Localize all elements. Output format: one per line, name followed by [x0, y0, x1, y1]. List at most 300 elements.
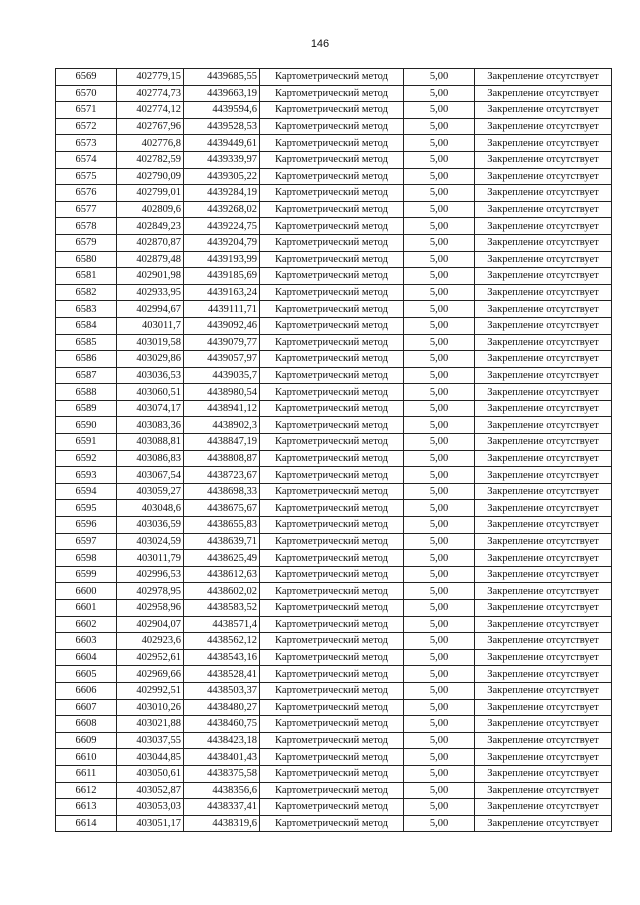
y-coordinate-cell: 4438460,75 — [184, 716, 260, 733]
accuracy-cell: 5,00 — [404, 583, 475, 600]
method-cell: Картометрический метод — [260, 434, 404, 451]
point-number-cell: 6594 — [56, 483, 117, 500]
fixation-cell: Закрепление отсутствует — [475, 135, 612, 152]
table-row — [56, 450, 612, 467]
fixation-cell: Закрепление отсутствует — [475, 633, 612, 650]
accuracy-cell: 5,00 — [404, 251, 475, 268]
fixation-cell: Закрепление отсутствует — [475, 400, 612, 417]
fixation-cell: Закрепление отсутствует — [475, 151, 612, 168]
accuracy-cell: 5,00 — [404, 434, 475, 451]
fixation-cell: Закрепление отсутствует — [475, 417, 612, 434]
fixation-cell: Закрепление отсутствует — [475, 69, 612, 86]
fixation-cell: Закрепление отсутствует — [475, 234, 612, 251]
accuracy-cell: 5,00 — [404, 716, 475, 733]
y-coordinate-cell: 4438319,6 — [184, 815, 260, 832]
accuracy-cell: 5,00 — [404, 69, 475, 86]
fixation-cell: Закрепление отсутствует — [475, 749, 612, 766]
fixation-cell: Закрепление отсутствует — [475, 517, 612, 534]
accuracy-cell: 5,00 — [404, 566, 475, 583]
accuracy-cell: 5,00 — [404, 367, 475, 384]
method-cell: Картометрический метод — [260, 351, 404, 368]
table-row — [56, 616, 612, 633]
y-coordinate-cell: 4438480,27 — [184, 699, 260, 716]
point-number-cell: 6605 — [56, 666, 117, 683]
table-row — [56, 434, 612, 451]
fixation-cell: Закрепление отсутствует — [475, 799, 612, 816]
x-coordinate-cell: 402992,51 — [117, 682, 184, 699]
point-number-cell: 6614 — [56, 815, 117, 832]
point-number-cell: 6573 — [56, 135, 117, 152]
method-cell: Картометрический метод — [260, 151, 404, 168]
fixation-cell: Закрепление отсутствует — [475, 483, 612, 500]
y-coordinate-cell: 4438401,43 — [184, 749, 260, 766]
accuracy-cell: 5,00 — [404, 102, 475, 119]
method-cell: Картометрический метод — [260, 682, 404, 699]
y-coordinate-cell: 4439057,97 — [184, 351, 260, 368]
x-coordinate-cell: 402774,73 — [117, 85, 184, 102]
table-row — [56, 284, 612, 301]
method-cell: Картометрический метод — [260, 168, 404, 185]
point-number-cell: 6582 — [56, 284, 117, 301]
x-coordinate-cell: 403044,85 — [117, 749, 184, 766]
method-cell: Картометрический метод — [260, 69, 404, 86]
point-number-cell: 6591 — [56, 434, 117, 451]
y-coordinate-cell: 4438356,6 — [184, 782, 260, 799]
accuracy-cell: 5,00 — [404, 699, 475, 716]
method-cell: Картометрический метод — [260, 815, 404, 832]
table-row — [56, 218, 612, 235]
method-cell: Картометрический метод — [260, 633, 404, 650]
point-number-cell: 6596 — [56, 517, 117, 534]
point-number-cell: 6601 — [56, 600, 117, 617]
y-coordinate-cell: 4438571,4 — [184, 616, 260, 633]
fixation-cell: Закрепление отсутствует — [475, 600, 612, 617]
fixation-cell: Закрепление отсутствует — [475, 334, 612, 351]
x-coordinate-cell: 403019,58 — [117, 334, 184, 351]
x-coordinate-cell: 403052,87 — [117, 782, 184, 799]
point-number-cell: 6610 — [56, 749, 117, 766]
method-cell: Картометрический метод — [260, 218, 404, 235]
x-coordinate-cell: 402904,07 — [117, 616, 184, 633]
y-coordinate-cell: 4439305,22 — [184, 168, 260, 185]
method-cell: Картометрический метод — [260, 583, 404, 600]
accuracy-cell: 5,00 — [404, 467, 475, 484]
method-cell: Картометрический метод — [260, 699, 404, 716]
x-coordinate-cell: 403053,03 — [117, 799, 184, 816]
method-cell: Картометрический метод — [260, 417, 404, 434]
y-coordinate-cell: 4438723,67 — [184, 467, 260, 484]
table-row — [56, 467, 612, 484]
accuracy-cell: 5,00 — [404, 218, 475, 235]
y-coordinate-cell: 4438375,58 — [184, 765, 260, 782]
table-row — [56, 649, 612, 666]
fixation-cell: Закрепление отсутствует — [475, 367, 612, 384]
fixation-cell: Закрепление отсутствует — [475, 732, 612, 749]
fixation-cell: Закрепление отсутствует — [475, 351, 612, 368]
y-coordinate-cell: 4438698,33 — [184, 483, 260, 500]
point-number-cell: 6613 — [56, 799, 117, 816]
accuracy-cell: 5,00 — [404, 351, 475, 368]
method-cell: Картометрический метод — [260, 400, 404, 417]
accuracy-cell: 5,00 — [404, 682, 475, 699]
point-number-cell: 6608 — [56, 716, 117, 733]
table-row — [56, 600, 612, 617]
accuracy-cell: 5,00 — [404, 782, 475, 799]
method-cell: Картометрический метод — [260, 533, 404, 550]
accuracy-cell: 5,00 — [404, 500, 475, 517]
method-cell: Картометрический метод — [260, 799, 404, 816]
method-cell: Картометрический метод — [260, 716, 404, 733]
table-row — [56, 799, 612, 816]
x-coordinate-cell: 402799,01 — [117, 185, 184, 202]
fixation-cell: Закрепление отсутствует — [475, 815, 612, 832]
method-cell: Картометрический метод — [260, 85, 404, 102]
table-row — [56, 533, 612, 550]
table-row — [56, 682, 612, 699]
accuracy-cell: 5,00 — [404, 815, 475, 832]
method-cell: Картометрический метод — [260, 749, 404, 766]
fixation-cell: Закрепление отсутствует — [475, 284, 612, 301]
x-coordinate-cell: 403051,17 — [117, 815, 184, 832]
table-row — [56, 118, 612, 135]
page-number: 146 — [310, 38, 330, 50]
y-coordinate-cell: 4438675,67 — [184, 500, 260, 517]
point-number-cell: 6599 — [56, 566, 117, 583]
point-number-cell: 6578 — [56, 218, 117, 235]
y-coordinate-cell: 4438847,19 — [184, 434, 260, 451]
point-number-cell: 6571 — [56, 102, 117, 119]
method-cell: Картометрический метод — [260, 185, 404, 202]
fixation-cell: Закрепление отсутствует — [475, 583, 612, 600]
coordinates-table — [55, 68, 612, 832]
x-coordinate-cell: 403059,27 — [117, 483, 184, 500]
x-coordinate-cell: 403024,59 — [117, 533, 184, 550]
y-coordinate-cell: 4438655,83 — [184, 517, 260, 534]
table-row — [56, 500, 612, 517]
accuracy-cell: 5,00 — [404, 151, 475, 168]
table-row — [56, 301, 612, 318]
y-coordinate-cell: 4439594,6 — [184, 102, 260, 119]
x-coordinate-cell: 403060,51 — [117, 384, 184, 401]
x-coordinate-cell: 402776,8 — [117, 135, 184, 152]
accuracy-cell: 5,00 — [404, 550, 475, 567]
point-number-cell: 6593 — [56, 467, 117, 484]
x-coordinate-cell: 403050,61 — [117, 765, 184, 782]
y-coordinate-cell: 4439528,53 — [184, 118, 260, 135]
x-coordinate-cell: 402958,96 — [117, 600, 184, 617]
point-number-cell: 6589 — [56, 400, 117, 417]
point-number-cell: 6574 — [56, 151, 117, 168]
method-cell: Картометрический метод — [260, 301, 404, 318]
point-number-cell: 6609 — [56, 732, 117, 749]
x-coordinate-cell: 402923,6 — [117, 633, 184, 650]
table-row — [56, 85, 612, 102]
point-number-cell: 6590 — [56, 417, 117, 434]
x-coordinate-cell: 403074,17 — [117, 400, 184, 417]
point-number-cell: 6570 — [56, 85, 117, 102]
method-cell: Картометрический метод — [260, 782, 404, 799]
y-coordinate-cell: 4439079,77 — [184, 334, 260, 351]
x-coordinate-cell: 402809,6 — [117, 201, 184, 218]
method-cell: Картометрический метод — [260, 666, 404, 683]
y-coordinate-cell: 4439224,75 — [184, 218, 260, 235]
accuracy-cell: 5,00 — [404, 168, 475, 185]
x-coordinate-cell: 402901,98 — [117, 268, 184, 285]
table-row — [56, 483, 612, 500]
method-cell: Картометрический метод — [260, 450, 404, 467]
method-cell: Картометрический метод — [260, 384, 404, 401]
accuracy-cell: 5,00 — [404, 517, 475, 534]
fixation-cell: Закрепление отсутствует — [475, 716, 612, 733]
x-coordinate-cell: 403048,6 — [117, 500, 184, 517]
x-coordinate-cell: 402782,59 — [117, 151, 184, 168]
table-row — [56, 135, 612, 152]
fixation-cell: Закрепление отсутствует — [475, 118, 612, 135]
point-number-cell: 6603 — [56, 633, 117, 650]
accuracy-cell: 5,00 — [404, 600, 475, 617]
x-coordinate-cell: 403067,54 — [117, 467, 184, 484]
y-coordinate-cell: 4439185,69 — [184, 268, 260, 285]
fixation-cell: Закрепление отсутствует — [475, 185, 612, 202]
y-coordinate-cell: 4439663,19 — [184, 85, 260, 102]
x-coordinate-cell: 403083,36 — [117, 417, 184, 434]
table-row — [56, 317, 612, 334]
point-number-cell: 6597 — [56, 533, 117, 550]
y-coordinate-cell: 4439268,02 — [184, 201, 260, 218]
x-coordinate-cell: 402774,12 — [117, 102, 184, 119]
table-row — [56, 102, 612, 119]
x-coordinate-cell: 402978,95 — [117, 583, 184, 600]
fixation-cell: Закрепление отсутствует — [475, 384, 612, 401]
fixation-cell: Закрепление отсутствует — [475, 765, 612, 782]
y-coordinate-cell: 4438562,12 — [184, 633, 260, 650]
x-coordinate-cell: 403036,53 — [117, 367, 184, 384]
point-number-cell: 6612 — [56, 782, 117, 799]
method-cell: Картометрический метод — [260, 500, 404, 517]
x-coordinate-cell: 402849,23 — [117, 218, 184, 235]
table-row — [56, 234, 612, 251]
y-coordinate-cell: 4439449,61 — [184, 135, 260, 152]
method-cell: Картометрический метод — [260, 268, 404, 285]
point-number-cell: 6602 — [56, 616, 117, 633]
y-coordinate-cell: 4438543,16 — [184, 649, 260, 666]
point-number-cell: 6583 — [56, 301, 117, 318]
y-coordinate-cell: 4439339,97 — [184, 151, 260, 168]
accuracy-cell: 5,00 — [404, 666, 475, 683]
table-row — [56, 699, 612, 716]
fixation-cell: Закрепление отсутствует — [475, 268, 612, 285]
method-cell: Картометрический метод — [260, 251, 404, 268]
method-cell: Картометрический метод — [260, 284, 404, 301]
accuracy-cell: 5,00 — [404, 732, 475, 749]
fixation-cell: Закрепление отсутствует — [475, 682, 612, 699]
point-number-cell: 6584 — [56, 317, 117, 334]
y-coordinate-cell: 4439163,24 — [184, 284, 260, 301]
accuracy-cell: 5,00 — [404, 284, 475, 301]
accuracy-cell: 5,00 — [404, 633, 475, 650]
accuracy-cell: 5,00 — [404, 616, 475, 633]
y-coordinate-cell: 4438337,41 — [184, 799, 260, 816]
fixation-cell: Закрепление отсутствует — [475, 782, 612, 799]
fixation-cell: Закрепление отсутствует — [475, 201, 612, 218]
method-cell: Картометрический метод — [260, 517, 404, 534]
method-cell: Картометрический метод — [260, 135, 404, 152]
table-row — [56, 815, 612, 832]
method-cell: Картометрический метод — [260, 732, 404, 749]
fixation-cell: Закрепление отсутствует — [475, 533, 612, 550]
point-number-cell: 6581 — [56, 268, 117, 285]
table-row — [56, 251, 612, 268]
table-row — [56, 749, 612, 766]
fixation-cell: Закрепление отсутствует — [475, 251, 612, 268]
table-row — [56, 716, 612, 733]
method-cell: Картометрический метод — [260, 765, 404, 782]
x-coordinate-cell: 402994,67 — [117, 301, 184, 318]
y-coordinate-cell: 4439092,46 — [184, 317, 260, 334]
point-number-cell: 6595 — [56, 500, 117, 517]
table-row — [56, 268, 612, 285]
y-coordinate-cell: 4439204,79 — [184, 234, 260, 251]
table-row — [56, 417, 612, 434]
table-row — [56, 151, 612, 168]
method-cell: Картометрический метод — [260, 467, 404, 484]
table-row — [56, 517, 612, 534]
x-coordinate-cell: 403086,83 — [117, 450, 184, 467]
accuracy-cell: 5,00 — [404, 749, 475, 766]
fixation-cell: Закрепление отсутствует — [475, 168, 612, 185]
x-coordinate-cell: 403036,59 — [117, 517, 184, 534]
accuracy-cell: 5,00 — [404, 649, 475, 666]
fixation-cell: Закрепление отсутствует — [475, 467, 612, 484]
x-coordinate-cell: 403088,81 — [117, 434, 184, 451]
fixation-cell: Закрепление отсутствует — [475, 550, 612, 567]
method-cell: Картометрический метод — [260, 483, 404, 500]
y-coordinate-cell: 4438612,63 — [184, 566, 260, 583]
x-coordinate-cell: 403011,79 — [117, 550, 184, 567]
method-cell: Картометрический метод — [260, 566, 404, 583]
x-coordinate-cell: 403029,86 — [117, 351, 184, 368]
point-number-cell: 6576 — [56, 185, 117, 202]
table-row — [56, 384, 612, 401]
point-number-cell: 6577 — [56, 201, 117, 218]
table-row — [56, 201, 612, 218]
fixation-cell: Закрепление отсутствует — [475, 566, 612, 583]
table-row — [56, 765, 612, 782]
method-cell: Картометрический метод — [260, 367, 404, 384]
table-row — [56, 583, 612, 600]
y-coordinate-cell: 4439111,71 — [184, 301, 260, 318]
accuracy-cell: 5,00 — [404, 185, 475, 202]
table-row — [56, 367, 612, 384]
point-number-cell: 6580 — [56, 251, 117, 268]
fixation-cell: Закрепление отсутствует — [475, 616, 612, 633]
table-row — [56, 566, 612, 583]
method-cell: Картометрический метод — [260, 234, 404, 251]
accuracy-cell: 5,00 — [404, 533, 475, 550]
method-cell: Картометрический метод — [260, 317, 404, 334]
y-coordinate-cell: 4439193,99 — [184, 251, 260, 268]
fixation-cell: Закрепление отсутствует — [475, 699, 612, 716]
table-row — [56, 334, 612, 351]
accuracy-cell: 5,00 — [404, 317, 475, 334]
accuracy-cell: 5,00 — [404, 85, 475, 102]
table-row — [56, 732, 612, 749]
table-row — [56, 782, 612, 799]
point-number-cell: 6611 — [56, 765, 117, 782]
coordinates-table-body — [56, 69, 612, 832]
accuracy-cell: 5,00 — [404, 334, 475, 351]
x-coordinate-cell: 403010,26 — [117, 699, 184, 716]
fixation-cell: Закрепление отсутствует — [475, 317, 612, 334]
x-coordinate-cell: 403021,88 — [117, 716, 184, 733]
x-coordinate-cell: 403037,55 — [117, 732, 184, 749]
accuracy-cell: 5,00 — [404, 118, 475, 135]
method-cell: Картометрический метод — [260, 102, 404, 119]
fixation-cell: Закрепление отсутствует — [475, 102, 612, 119]
accuracy-cell: 5,00 — [404, 135, 475, 152]
y-coordinate-cell: 4438602,02 — [184, 583, 260, 600]
y-coordinate-cell: 4439035,7 — [184, 367, 260, 384]
y-coordinate-cell: 4438980,54 — [184, 384, 260, 401]
point-number-cell: 6587 — [56, 367, 117, 384]
table-row — [56, 351, 612, 368]
x-coordinate-cell: 402969,66 — [117, 666, 184, 683]
point-number-cell: 6604 — [56, 649, 117, 666]
fixation-cell: Закрепление отсутствует — [475, 434, 612, 451]
fixation-cell: Закрепление отсутствует — [475, 666, 612, 683]
table-row — [56, 550, 612, 567]
point-number-cell: 6598 — [56, 550, 117, 567]
y-coordinate-cell: 4438503,37 — [184, 682, 260, 699]
point-number-cell: 6592 — [56, 450, 117, 467]
table-row — [56, 69, 612, 86]
fixation-cell: Закрепление отсутствует — [475, 218, 612, 235]
accuracy-cell: 5,00 — [404, 400, 475, 417]
table-row — [56, 633, 612, 650]
y-coordinate-cell: 4438808,87 — [184, 450, 260, 467]
y-coordinate-cell: 4438902,3 — [184, 417, 260, 434]
fixation-cell: Закрепление отсутствует — [475, 301, 612, 318]
accuracy-cell: 5,00 — [404, 234, 475, 251]
accuracy-cell: 5,00 — [404, 268, 475, 285]
accuracy-cell: 5,00 — [404, 384, 475, 401]
x-coordinate-cell: 402879,48 — [117, 251, 184, 268]
fixation-cell: Закрепление отсутствует — [475, 649, 612, 666]
x-coordinate-cell: 403011,7 — [117, 317, 184, 334]
point-number-cell: 6572 — [56, 118, 117, 135]
accuracy-cell: 5,00 — [404, 201, 475, 218]
point-number-cell: 6586 — [56, 351, 117, 368]
x-coordinate-cell: 402933,95 — [117, 284, 184, 301]
y-coordinate-cell: 4439685,55 — [184, 69, 260, 86]
table-row — [56, 666, 612, 683]
point-number-cell: 6575 — [56, 168, 117, 185]
table-row — [56, 168, 612, 185]
method-cell: Картометрический метод — [260, 201, 404, 218]
table-row — [56, 185, 612, 202]
point-number-cell: 6585 — [56, 334, 117, 351]
accuracy-cell: 5,00 — [404, 417, 475, 434]
fixation-cell: Закрепление отсутствует — [475, 85, 612, 102]
y-coordinate-cell: 4438583,52 — [184, 600, 260, 617]
accuracy-cell: 5,00 — [404, 301, 475, 318]
point-number-cell: 6607 — [56, 699, 117, 716]
y-coordinate-cell: 4438639,71 — [184, 533, 260, 550]
method-cell: Картометрический метод — [260, 334, 404, 351]
method-cell: Картометрический метод — [260, 118, 404, 135]
x-coordinate-cell: 402790,09 — [117, 168, 184, 185]
point-number-cell: 6606 — [56, 682, 117, 699]
